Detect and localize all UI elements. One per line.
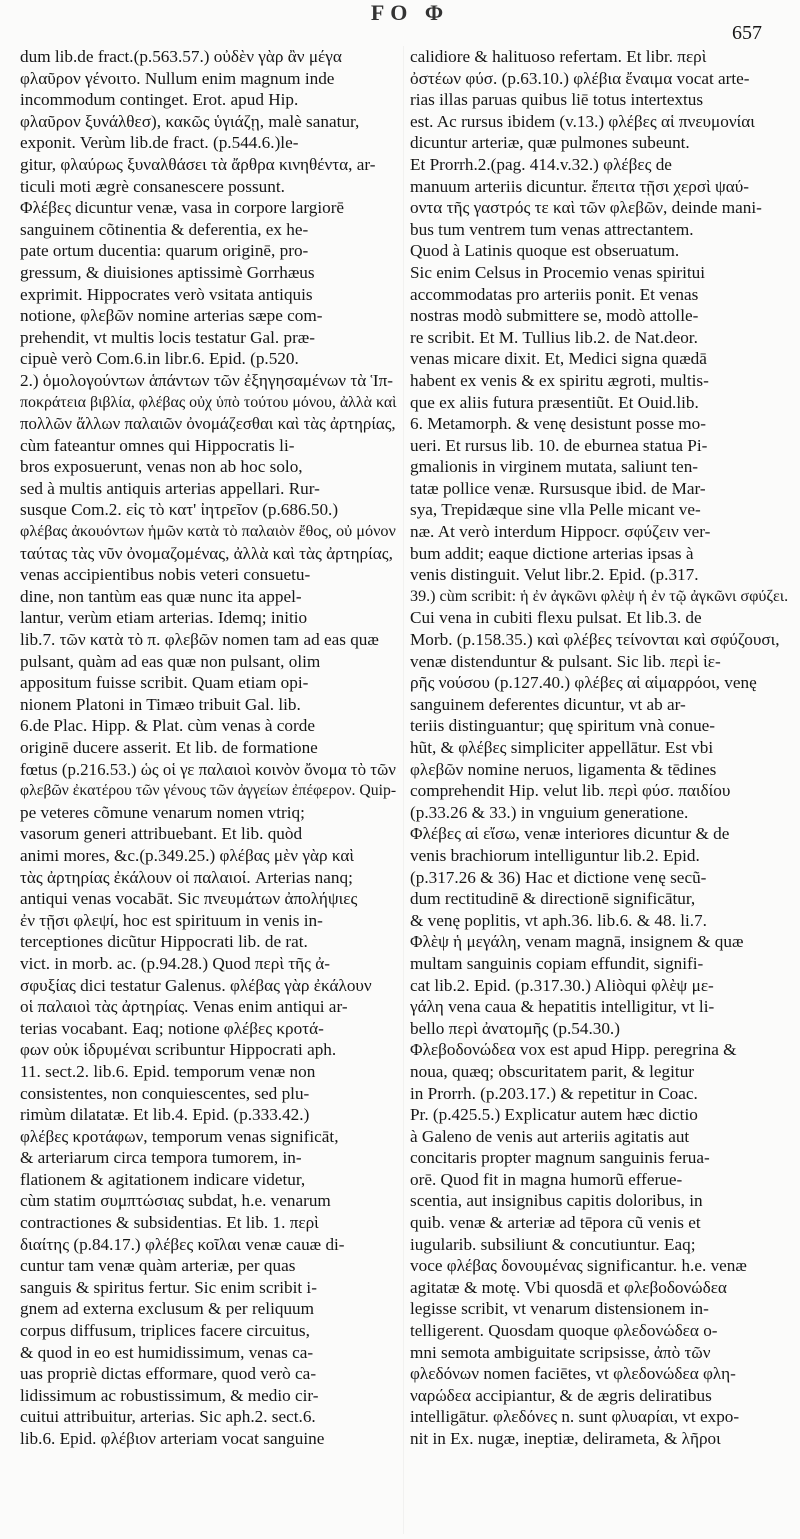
- text-line: telligerent. Quosdam quoque φλεδονώδεα o-: [410, 1321, 718, 1341]
- text-line: agitatæ & motę. Vbi quosdā et φλεβοδονώδεα: [410, 1277, 727, 1297]
- page-number: 657: [732, 22, 762, 44]
- text-line: originē ducere asserit. Et lib. de formatione: [20, 738, 318, 757]
- text-line: φλεβῶν ἐκατέρου τῶν γένους τῶν ἀγγείων ἐπέφερον. Quip-: [20, 782, 397, 800]
- text-line: notione, φλεβῶν nomine arterias sæpe com-: [20, 306, 323, 326]
- text-line: φλέβας ἀκουόντων ἡμῶν κατὰ τὸ παλαιὸν ἔθος, οὐ μόνον: [20, 522, 396, 541]
- text-line: fœtus (p.216.53.) ὡς οἱ γε παλαιοὶ κοινὸν ὄνομα τὸ τῶν: [20, 759, 396, 779]
- text-line: nostras modò submittere se, modò attolle-: [410, 306, 699, 326]
- text-line: comprehendit Hip. velut lib. περὶ φύσ. παιδίου: [410, 781, 731, 801]
- text-line: dine, non tantùm eas quæ nunc ita appel-: [20, 586, 302, 606]
- text-line: (p.317.26 & 36) Hac et dictione venę secũ-: [410, 867, 707, 887]
- text-line: flationem & agitationem indicare videtur,: [20, 1169, 306, 1189]
- text-line: ποκράτεια βιβλία, φλέβας οὐχ ὑπὸ τούτου μόνου, ἀλλὰ καὶ: [20, 393, 397, 411]
- text-line: lib.6. Epid. φλέβιον arteriam vocat sanguine: [20, 1429, 325, 1448]
- text-line: in Prorrh. (p.203.17.) & repetitur in Coac.: [410, 1083, 698, 1103]
- text-line: bum addit; eaque dictione arterias ipsas à: [410, 543, 694, 563]
- text-line: antiqui venas vocabāt. Sic πνευμάτων ἀπολήψιες: [20, 889, 358, 909]
- text-line: lidissimum ac robustissimum, & medio cir-: [20, 1385, 319, 1405]
- text-line: gitur, φλαύρως ξυναλθάσει τὰ ἄρθρα κινηθέντα, ar-: [20, 154, 376, 174]
- text-line: φλαῦρον γένοιτο. Nullum enim magnum inde: [20, 68, 335, 88]
- text-line: que ex aliis futura præsentiũt. Et Ouid.lib.: [410, 392, 699, 412]
- text-line: uas propriè dictas efformare, quod verò ca-: [20, 1364, 317, 1384]
- text-line: (p.33.26 & 33.) in vnguium generatione.: [410, 802, 689, 822]
- text-line: venæ distenduntur & pulsant. Sic lib. περὶ ἱε-: [410, 651, 721, 671]
- text-line: πολλῶν ἄλλων παλαιῶν ὀνομάζεσθαι καὶ τὰς ἀρτηρίας,: [20, 414, 396, 434]
- text-line: intelligātur. φλεδόνες n. sunt φλυαρίαι, vt expo-: [410, 1407, 740, 1427]
- text-line: ταύτας τὰς νῦν ὀνομαζομένας, ἀλλὰ καὶ τὰς ἀρτηρίας,: [20, 543, 393, 563]
- text-line: legisse scribit, vt venarum distensionem in-: [410, 1299, 709, 1319]
- text-line: Quod à Latinis quoque est obseruatum.: [410, 241, 680, 261]
- text-line: dicuntur arteriæ, quæ pulmones subeunt.: [410, 133, 690, 153]
- text-line: est. Ac rursus ibidem (v.13.) φλέβες αἱ πνευμονίαι: [410, 111, 755, 131]
- text-line: φλεδόνων nomen faciētes, vt φλεδονώδεα φλη-: [410, 1364, 736, 1384]
- text-line: ρῆς νούσου (p.127.40.) φλέβες αἱ αἱμαρρόοι, venę: [410, 673, 757, 693]
- text-line: venas accipientibus nobis veteri consuetu-: [20, 565, 311, 585]
- text-line: appositum fuisse scribit. Quam etiam opi-: [20, 673, 309, 693]
- text-line: animi mores, &c.(p.349.25.) φλέβας μὲν γὰρ καὶ: [20, 845, 354, 865]
- text-line: terceptiones dicũtur Hippocrati lib. de rat.: [20, 932, 308, 952]
- text-line: gnem ad externa exclusum & per reliquum: [20, 1299, 315, 1319]
- text-line: voce φλέβας δονουμένας significantur. h.e. venæ: [410, 1256, 747, 1276]
- text-line: ναρώδεα accipiantur, & de ægris deliratibus: [410, 1385, 712, 1405]
- text-line: sanguinem cõtinentia & deferentia, ex he-: [20, 219, 309, 239]
- text-line: re scribit. Et M. Tullius lib.2. de Nat.deor.: [410, 327, 698, 347]
- text-line: διαίτης (p.84.17.) φλέβες κοῖλαι venæ cauæ di-: [20, 1234, 345, 1254]
- text-line: cipuè verò Com.6.in libr.6. Epid. (p.520.: [20, 349, 299, 369]
- text-line: cùm statim συμπτώσιας subdat, h.e. venarum: [20, 1191, 331, 1211]
- text-line: bello περὶ ἀνατομῆς (p.54.30.): [410, 1018, 620, 1038]
- text-line: nionem Platoni in Timæo tribuit Gal. lib.: [20, 694, 301, 714]
- text-line: næ. At verò interdum Hippocr. σφύζειν ver-: [410, 522, 711, 542]
- text-line: φλέβες κροτάφων, temporum venas significāt,: [20, 1126, 339, 1146]
- text-line: 2.) ὁμολογούντων ἁπάντων τῶν ἐξηγησαμένων τὰ Ἱπ-: [20, 370, 394, 390]
- text-line: cuntur tam venæ quàm arteriæ, per quas: [20, 1256, 296, 1276]
- text-line: Pr. (p.425.5.) Explicatur autem hæc dictio: [410, 1105, 698, 1125]
- text-line: τὰς ἀρτηρίας ἐκάλουν οἱ παλαιοί. Arterias nanq;: [20, 867, 353, 887]
- text-line: φων οὐκ ἱδρυμέναι scribuntur Hippocrati aph.: [20, 1040, 337, 1060]
- text-line: venas micare dixit. Et, Medici signa quædā: [410, 349, 707, 369]
- text-line: 6. Metamorph. & venę desistunt posse mo-: [410, 414, 706, 434]
- text-line: noua, quæq; obscuritatem parit, & legitur: [410, 1061, 695, 1081]
- text-line: exprimit. Hippocrates verò vsitata antiquis: [20, 284, 313, 304]
- column-gutter: [403, 46, 404, 1534]
- text-line: cùm fateantur omnes qui Hippocratis li-: [20, 435, 295, 455]
- text-line: Cui vena in cubiti flexu pulsat. Et lib.3. de: [410, 608, 702, 628]
- text-line: Φλὲψ ἡ μεγάλη, venam magnā, insignem & quæ: [410, 932, 744, 952]
- text-line: & venę poplitis, vt aph.36. lib.6. & 48. li.7.: [410, 910, 707, 930]
- text-line: οντα τῆς γαστρός τε καὶ τῶν φλεβῶν, deinde mani-: [410, 198, 762, 218]
- text-line: nit in Ex. nugæ, ineptiæ, delirameta, & λῆροι: [410, 1429, 721, 1448]
- text-line: accommodatas pro arteriis ponit. Et venas: [410, 284, 699, 304]
- text-line: ἐν τῇσι φλεψί, hoc est spirituum in venis in-: [20, 910, 323, 930]
- text-line: φλεβῶν nomine neruos, ligamenta & tēdines: [410, 759, 717, 779]
- text-line: & quod in eo est humidissimum, venas ca-: [20, 1342, 314, 1362]
- text-line: venis distinguit. Velut libr.2. Epid. (p.317.: [410, 565, 699, 585]
- text-line: 39.) cùm scribit: ἡ ἐν ἀγκῶνι φλὲψ ἡ ἐν τῷ ἀγκῶνι σφύζει.: [410, 587, 789, 605]
- text-line: lib.7. τῶν κατὰ τὸ π. φλεβῶν nomen tam ad eas quæ: [20, 630, 379, 650]
- text-line: 6.de Plac. Hipp. & Plat. cùm venas à corde: [20, 716, 315, 736]
- text-line: dum lib.de fract.(p.563.57.) οὐδὲν γὰρ ἂν μέγα: [20, 47, 342, 66]
- text-line: & arteriarum circa tempora tumorem, in-: [20, 1148, 302, 1168]
- text-line: à Galeno de venis aut arteriis agitatis aut: [410, 1126, 690, 1146]
- text-line: concitaris propter magnum sanguinis ferua-: [410, 1148, 710, 1168]
- text-line: γάλη vena caua & hepatitis intelligitur, vt li-: [410, 997, 715, 1017]
- text-line: iugularib. subsiliunt & concutiuntur. Eaq;: [410, 1234, 696, 1254]
- text-line: Φλέβες αἱ εἴσω, venæ interiores dicuntur & de: [410, 824, 730, 844]
- text-line: tatæ pollice venæ. Rursusque ibid. de Mar-: [410, 478, 706, 498]
- text-line: orē. Quod fit in magna humorũ efferue-: [410, 1169, 683, 1189]
- text-line: Φλέβες dicuntur venæ, vasa in corpore largiorē: [20, 198, 345, 218]
- text-line: σφυξίας dici testatur Galenus. φλέβας γὰρ ἐκάλουν: [20, 975, 372, 995]
- text-line: habent ex venis & ex spiritu ægroti, multis-: [410, 370, 709, 390]
- text-line: ticuli moti ægrè consanescere possunt.: [20, 176, 285, 196]
- text-line: sanguinem deferentes dicuntur, vt ab ar-: [410, 694, 686, 714]
- text-line: susque Com.2. εἰς τὸ κατ' ἰητρεῖον (p.686.50.): [20, 500, 339, 520]
- left-column: [20, 46, 400, 1534]
- text-line: vict. in morb. ac. (p.94.28.) Quod περὶ τῆς ἀ-: [20, 953, 330, 973]
- text-line: Sic enim Celsus in Procemio venas spiritui: [410, 262, 706, 282]
- text-line: scentia, aut insignibus capitis doloribus, in: [410, 1191, 703, 1211]
- text-line: mni semota ambiguitate scripsisse, ἀπὸ τῶν: [410, 1342, 711, 1362]
- text-line: exponit. Verùm lib.de fract. (p.544.6.)le-: [20, 133, 299, 153]
- text-line: Φλεβοδονώδεα vox est apud Hipp. peregrina &: [410, 1040, 737, 1060]
- text-line: 11. sect.2. lib.6. Epid. temporum venæ non: [20, 1061, 316, 1081]
- text-line: sanguis & spiritus fertur. Sic enim scribit i-: [20, 1277, 317, 1297]
- text-line: quib. venæ & arteriæ ad tēpora cũ venis et: [410, 1213, 701, 1233]
- text-line: consistentes, non conquiescentes, sed plu-: [20, 1083, 310, 1103]
- text-line: teriis distinguantur; quę spiritum vnà conue-: [410, 716, 716, 736]
- text-line: rimùm dilatatæ. Et lib.4. Epid. (p.333.42.): [20, 1105, 310, 1125]
- text-line: cat lib.2. Epid. (p.317.30.) Aliòqui φλὲψ με-: [410, 975, 714, 995]
- text-line: rias illas paruas quibus liē totus intertextus: [410, 90, 704, 110]
- text-line: contractiones & subsidentias. Et lib. 1. περὶ: [20, 1213, 319, 1233]
- text-line: lantur, verùm etiam arterias. Idemq; initio: [20, 608, 308, 628]
- text-line: dum rectitudinē & directionē significātur,: [410, 889, 696, 909]
- text-line: Et Prorrh.2.(pag. 414.v.32.) φλέβες de: [410, 154, 672, 174]
- text-line: ueri. Et rursus lib. 10. de eburnea statua Pi-: [410, 435, 708, 455]
- text-line: multam sanguinis copiam effundit, signifi-: [410, 953, 704, 973]
- text-line: prehendit, vt multis locis testatur Gal. præ-: [20, 327, 315, 347]
- right-column: [410, 46, 792, 1534]
- text-line: vasorum generi attribuebant. Et lib. quòd: [20, 824, 303, 844]
- text-line: gressum, & diuisiones aptissimè Gorrhæus: [20, 262, 315, 282]
- text-line: cuitui attribuitur, arterias. Sic aph.2. sect.6.: [20, 1407, 316, 1427]
- text-line: Morb. (p.158.35.) καὶ φλέβες τείνονται καὶ σφύζουσι,: [410, 630, 780, 650]
- text-line: corpus diffusum, triplices facere circuitus,: [20, 1321, 310, 1341]
- text-line: venis brachiorum intelliguntur lib.2. Epid.: [410, 845, 700, 865]
- text-line: pulsant, quàm ad eas quæ non pulsant, olim: [20, 651, 321, 671]
- text-line: gmalionis in virginem mutata, saliunt ten-: [410, 457, 699, 477]
- text-line: terias vocabant. Eaq; notione φλέβες κροτά-: [20, 1018, 324, 1038]
- text-line: manuum arteriis dicuntur. ἔπειτα τῇσι χερσὶ ψαύ-: [410, 176, 750, 196]
- text-line: sed à multis antiquis arterias appellari. Rur-: [20, 478, 320, 498]
- text-line: bros exposuerunt, venas non ab hoc solo,: [20, 457, 303, 477]
- text-line: incommodum continget. Erot. apud Hip.: [20, 90, 299, 110]
- text-line: pate ortum ducentia: quarum originē, pro-: [20, 241, 309, 261]
- text-line: pe veteres cõmune venarum nomen vtriq;: [20, 802, 305, 822]
- running-head: FO Φ: [370, 0, 450, 25]
- text-line: bus tum ventrem tum venas attrectantem.: [410, 219, 694, 239]
- text-line: hũt, & φλέβες simpliciter appellātur. Est vbi: [410, 738, 714, 757]
- text-line: ὀστέων φύσ. (p.63.10.) φλέβια ἔναιμα vocat arte-: [410, 68, 750, 88]
- text-line: calidiore & halituoso refertam. Et libr. περὶ: [410, 47, 707, 66]
- text-line: φλαῦρον ξυνάλθεσ), κακῶς ὑγιάζῃ, malè sanatur,: [20, 111, 360, 131]
- text-line: sya, Trepidæque sine vlla Pelle micant ve-: [410, 500, 701, 520]
- text-line: οἱ παλαιοὶ τὰς ἀρτηρίας. Venas enim antiqui ar-: [20, 997, 348, 1017]
